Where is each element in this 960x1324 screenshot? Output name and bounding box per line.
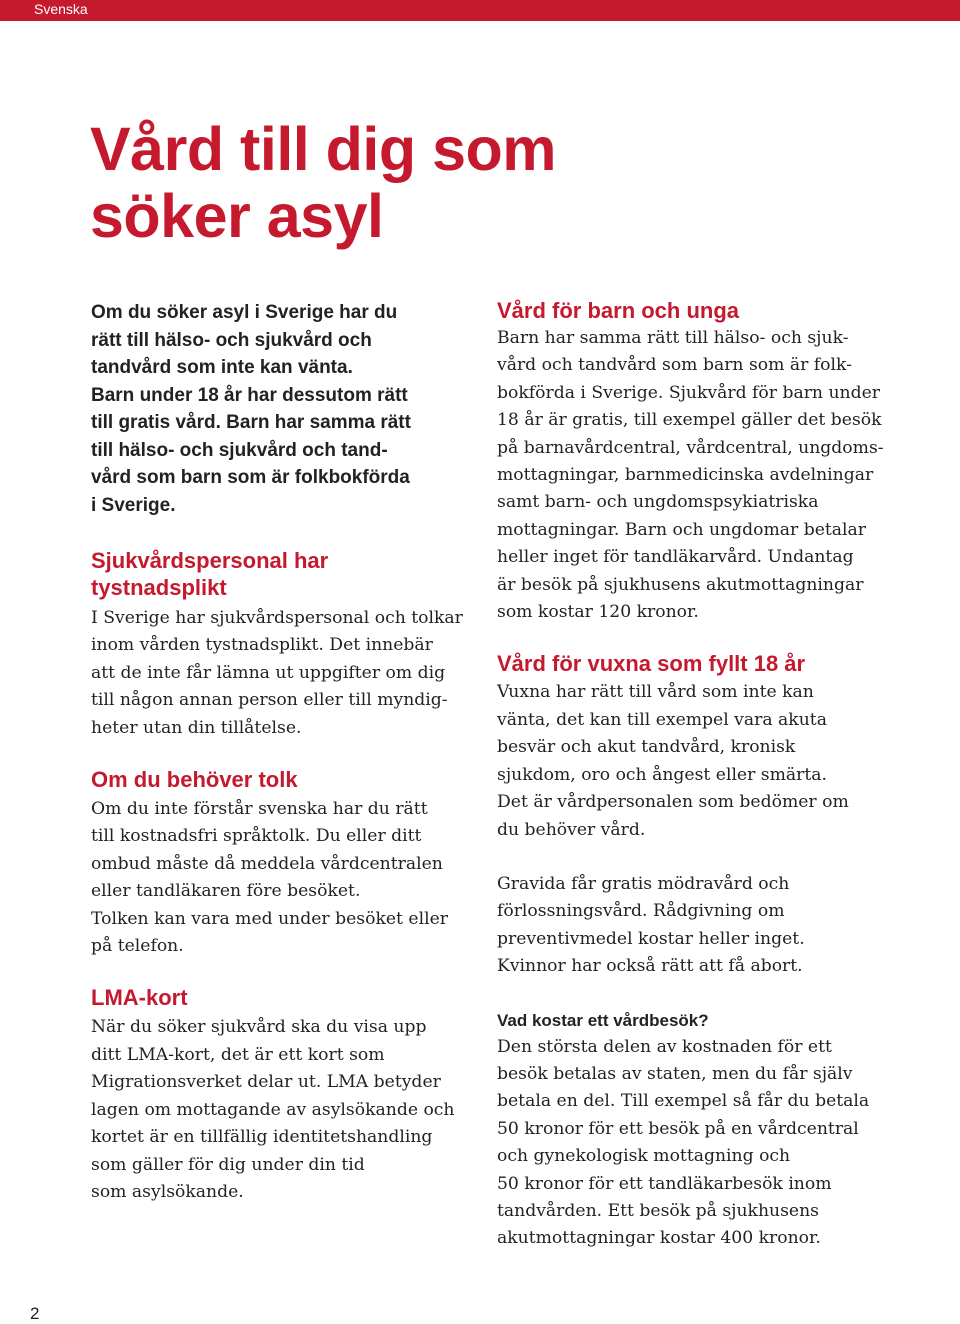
intro-line: Barn under 18 år har dessutom rätt [91, 384, 408, 406]
body-line: till någon annan person eller till myndig- [91, 690, 448, 711]
body-line: Migrationsverket delar ut. LMA betyder [91, 1072, 441, 1093]
body-line: När du söker sjukvård ska du visa upp [91, 1017, 427, 1038]
body-line: preventivmedel kostar heller inget. [497, 928, 805, 949]
body-line: heller inget för tandläkarvård. Undantag [497, 547, 854, 568]
intro-line: vård som barn som är folkbokförda [91, 467, 410, 488]
body-line: bokförda i Sverige. Sjukvård för barn under [497, 382, 880, 403]
body-line: 50 kronor för ett besök på en vårdcentral [497, 1118, 859, 1139]
body-line: betala en del. Till exempel så får du betala [497, 1091, 870, 1112]
body-line: vänta, det kan till exempel vara akuta [497, 709, 827, 730]
intro-line: till hälso- och sjukvård och tand- [91, 439, 388, 461]
heading-line: LMA-kort [91, 985, 188, 1011]
body-line: tandvården. Ett besök på sjukhusens [497, 1200, 819, 1221]
body-line: I Sverige har sjukvårdspersonal och tolkar [91, 608, 463, 628]
body-line: Den största delen av kostnaden för ett [497, 1036, 832, 1057]
body-line: 50 kronor för ett tandläkarbesök inom [497, 1173, 832, 1194]
intro-line: till gratis vård. Barn har samma rätt [91, 412, 411, 433]
cost-heading [497, 1008, 897, 1034]
confidentiality-heading [91, 547, 471, 601]
adults-paragraph-2 [497, 871, 897, 981]
body-line: som gäller för dig under din tid [91, 1154, 365, 1175]
interpreter-paragraph [91, 796, 471, 960]
language-label: Svenska [34, 1, 88, 17]
body-line: samt barn- och ungdomspsykiatriska [497, 492, 819, 513]
lma-card-heading [91, 984, 471, 1011]
intro-line: tandvård som inte kan vänta. [91, 357, 353, 378]
confidentiality-paragraph [91, 605, 471, 742]
cost-paragraph [497, 1034, 897, 1253]
page-title-line: Vård till dig som [90, 115, 557, 183]
body-line: akutmottagningar kostar 400 kronor. [497, 1228, 821, 1249]
body-line: Gravida får gratis mödravård och [497, 873, 790, 894]
body-line: är besök på sjukhusens akutmottagningar [497, 574, 864, 595]
heading-line: Vård för vuxna som fyllt 18 år [497, 651, 806, 677]
left-column [91, 295, 471, 1206]
interpreter-heading [91, 766, 471, 793]
intro-line: rätt till hälso- och sjukvård och [91, 329, 372, 351]
body-line: ombud måste då meddela vårdcentralen [91, 853, 443, 874]
body-line: att de inte får lämna ut uppgifter om dig [91, 662, 446, 683]
body-line: eller tandläkaren före besöket. [91, 881, 361, 902]
body-line: du behöver vård. [497, 819, 646, 840]
language-header-bar [0, 0, 960, 21]
right-column [497, 295, 897, 1253]
children-paragraph [497, 325, 897, 626]
body-line: besvär och akut tandvård, kronisk [497, 737, 796, 758]
body-line: till kostnadsfri språktolk. Du eller ditt [91, 826, 422, 847]
body-line: på barnavårdcentral, vårdcentral, ungdoms- [497, 437, 884, 458]
children-heading [497, 297, 897, 324]
body-line: Det är vårdpersonalen som bedömer om [497, 792, 849, 813]
body-line: Vuxna har rätt till vård som inte kan [497, 682, 814, 703]
body-line: förlossningsvård. Rådgivning om [497, 901, 785, 922]
body-line: Kvinnor har också rätt att få abort. [497, 956, 803, 977]
body-line: på telefon. [91, 936, 184, 957]
heading-line: tystnadsplikt [91, 575, 227, 600]
adults-heading [497, 650, 897, 677]
heading-line: Om du behöver tolk [91, 767, 298, 793]
body-line: kortet är en tillfällig identitetshandling [91, 1127, 433, 1148]
body-line: ditt LMA-kort, det är ett kort som [91, 1044, 385, 1065]
body-line: Barn har samma rätt till hälso- och sjuk- [497, 328, 849, 348]
body-line: mottagningar, barnmedicinska avdelningar [497, 465, 874, 486]
page-title [90, 116, 790, 250]
body-line: 18 år är gratis, till exempel gäller det besök [497, 410, 882, 431]
lma-card-paragraph [91, 1014, 471, 1206]
intro-paragraph [91, 299, 471, 519]
heading-line: Vård för barn och unga [497, 298, 740, 323]
intro-line: Om du söker asyl i Sverige har du [91, 302, 398, 323]
body-line: Tolken kan vara med under besöket eller [91, 908, 448, 929]
body-line: Om du inte förstår svenska har du rätt [91, 799, 428, 820]
heading-line: Sjukvårdspersonal har [91, 548, 329, 573]
body-line: heter utan din tillåtelse. [91, 717, 302, 738]
intro-line: i Sverige. [91, 494, 176, 516]
adults-paragraph [497, 679, 897, 843]
body-line: som asylsökande. [91, 1181, 244, 1202]
page-number: 2 [30, 1304, 40, 1323]
body-line: vård och tandvård som barn som är folk- [497, 355, 852, 376]
body-line: inom vården tystnadsplikt. Det innebär [91, 635, 433, 656]
body-line: och gynekologisk mottagning och [497, 1146, 791, 1167]
body-line: mottagningar. Barn och ungdomar betalar [497, 519, 866, 540]
heading-line: Vad kostar ett vårdbesök? [497, 1010, 709, 1030]
body-line: lagen om mottagande av asylsökande och [91, 1099, 455, 1120]
body-line: besök betalas av staten, men du får själv [497, 1063, 853, 1084]
body-line: som kostar 120 kronor. [497, 602, 699, 623]
page-title-line: söker asyl [90, 182, 384, 250]
body-line: sjukdom, oro och ångest eller smärta. [497, 764, 827, 785]
